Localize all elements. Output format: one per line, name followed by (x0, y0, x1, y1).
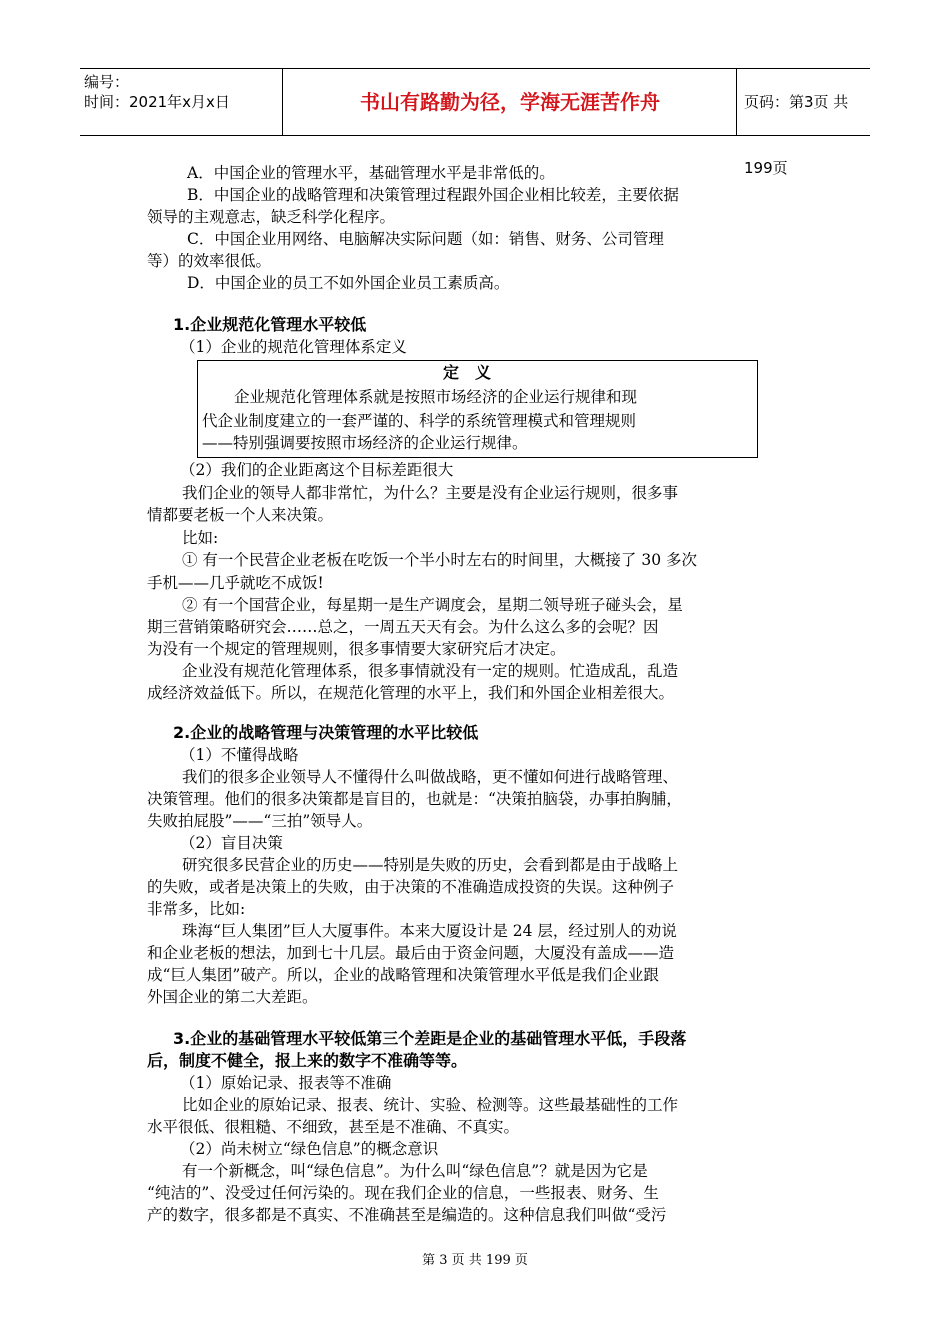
paragraph-line: 比如: (182, 529, 219, 547)
paragraph-line: 外国企业的第二大差距。 (147, 988, 318, 1006)
paragraph-line: 的失败，或者是决策上的失败，由于决策的不准确造成投资的失误。这种例子 (147, 878, 675, 896)
number-label: 编号： (84, 73, 130, 91)
header-info-cell (80, 69, 283, 135)
paragraph-line: 珠海“巨人集团”巨人大厦事件。本来大厦设计是 24 层，经过别人的劝说 (182, 922, 677, 940)
section-heading-3-cont: 后，制度不健全，报上来的数字不准确等等。 (147, 1051, 468, 1070)
paragraph-line: 情都要老板一个人来决策。 (147, 506, 334, 524)
option-b-cont: 领导的主观意志，缺乏科学化程序。 (147, 208, 396, 226)
paragraph-line: 成“巨人集团”破产。所以，企业的战略管理和决策管理水平低是我们企业跟 (147, 966, 659, 984)
option-a: A．中国企业的管理水平，基础管理水平是非常低的。 (187, 164, 555, 182)
section-heading-3: 3.企业的基础管理水平较低第三个差距是企业的基础管理水平低，手段落 (173, 1029, 687, 1048)
paragraph-line: ① 有一个民营企业老板在吃饭一个半小时左右的时间里，大概接了 30 多次 (182, 551, 698, 569)
paragraph-line: 有一个新概念，叫“绿色信息”。为什么叫“绿色信息”？就是因为它是 (182, 1162, 648, 1180)
option-d: D．中国企业的员工不如外国企业员工素质高。 (187, 274, 510, 292)
section-heading-2: 2.企业的战略管理与决策管理的水平比较低 (173, 723, 479, 742)
paragraph-line: 我们的很多企业领导人不懂得什么叫做战略，更不懂如何进行战略管理、 (182, 768, 679, 786)
section-heading-1: 1.企业规范化管理水平较低 (173, 315, 367, 334)
paragraph-line: 我们企业的领导人都非常忙，为什么？主要是没有企业运行规则，很多事 (182, 484, 679, 502)
option-c: C．中国企业用网络、电脑解决实际问题（如：销售、财务、公司管理 (187, 230, 664, 248)
paragraph-line: 成经济效益低下。所以，在规范化管理的水平上，我们和外国企业相差很大。 (147, 684, 675, 702)
paragraph-line: ② 有一个国营企业，每星期一是生产调度会，星期二领导班子碰头会，星 (182, 596, 683, 614)
paragraph-line: 研究很多民营企业的历史——特别是失败的历史，会看到都是由于战略上 (182, 856, 679, 874)
definition-line: ——特别强调要按照市场经济的企业运行规律。 (202, 434, 528, 452)
definition-title: 定 义 (443, 363, 492, 382)
paragraph-line: 手机——几乎就吃不成饭! (147, 574, 324, 592)
page-label: 页码：第3页 共199页 (744, 93, 849, 177)
paragraph-line: 比如企业的原始记录、报表、统计、实验、检测等。这些最基础性的工作 (182, 1096, 679, 1114)
paragraph-line: 决策管理。他们的很多决策都是盲目的，也就是：“决策拍脑袋，办事拍胸脯， (147, 790, 682, 808)
paragraph-line: 水平很低、很粗糙、不细致，甚至是不准确、不真实。 (147, 1118, 520, 1136)
option-b: B．中国企业的战略管理和决策管理过程跟外国企业相比较差，主要依据 (187, 186, 679, 204)
subheading-3-2: （2）尚未树立“绿色信息”的概念意识 (180, 1140, 439, 1158)
paragraph-line: 企业没有规范化管理体系，很多事情就没有一定的规则。忙造成乱，乱造 (182, 662, 679, 680)
subheading-2-1: （1）不懂得战略 (180, 746, 299, 764)
subheading-3-1: （1）原始记录、报表等不准确 (180, 1074, 392, 1092)
paragraph-line: 期三营销策略研究会……总之，一周五天天有会。为什么这么多的会呢？因 (147, 618, 659, 636)
paragraph-line: “纯洁的”、没受过任何污染的。现在我们企业的信息，一些报表、财务、生 (147, 1184, 659, 1202)
definition-line: 企业规范化管理体系就是按照市场经济的企业运行规律和现 (234, 388, 638, 406)
subheading-2-2: （2）盲目决策 (180, 834, 283, 852)
motto: 书山有路勤为径，学海无涯苦作舟 (284, 69, 737, 135)
subheading-1-2: （2）我们的企业距离这个目标差距很大 (180, 461, 454, 479)
paragraph-line: 非常多，比如: (147, 900, 246, 918)
paragraph-line: 和企业老板的想法，加到七十几层。最后由于资金问题，大厦没有盖成——造 (147, 944, 675, 962)
definition-line: 代企业制度建立的一套严谨的、科学的系统管理模式和管理规则 (202, 412, 637, 430)
paragraph-line: 失败拍屁股”——“三拍”领导人。 (147, 812, 373, 830)
page-footer: 第 3 页 共 199 页 (422, 1253, 528, 1268)
paragraph-line: 产的数字，很多都是不真实、不准确甚至是编造的。这种信息我们叫做“受污 (147, 1206, 667, 1224)
paragraph-line: 为没有一个规定的管理规则，很多事情要大家研究后才决定。 (147, 640, 566, 658)
subheading-1-1: （1）企业的规范化管理体系定义 (180, 338, 407, 356)
option-c-cont: 等）的效率很低。 (147, 252, 272, 270)
date-label: 时间：2021年x月x日 (84, 93, 230, 111)
